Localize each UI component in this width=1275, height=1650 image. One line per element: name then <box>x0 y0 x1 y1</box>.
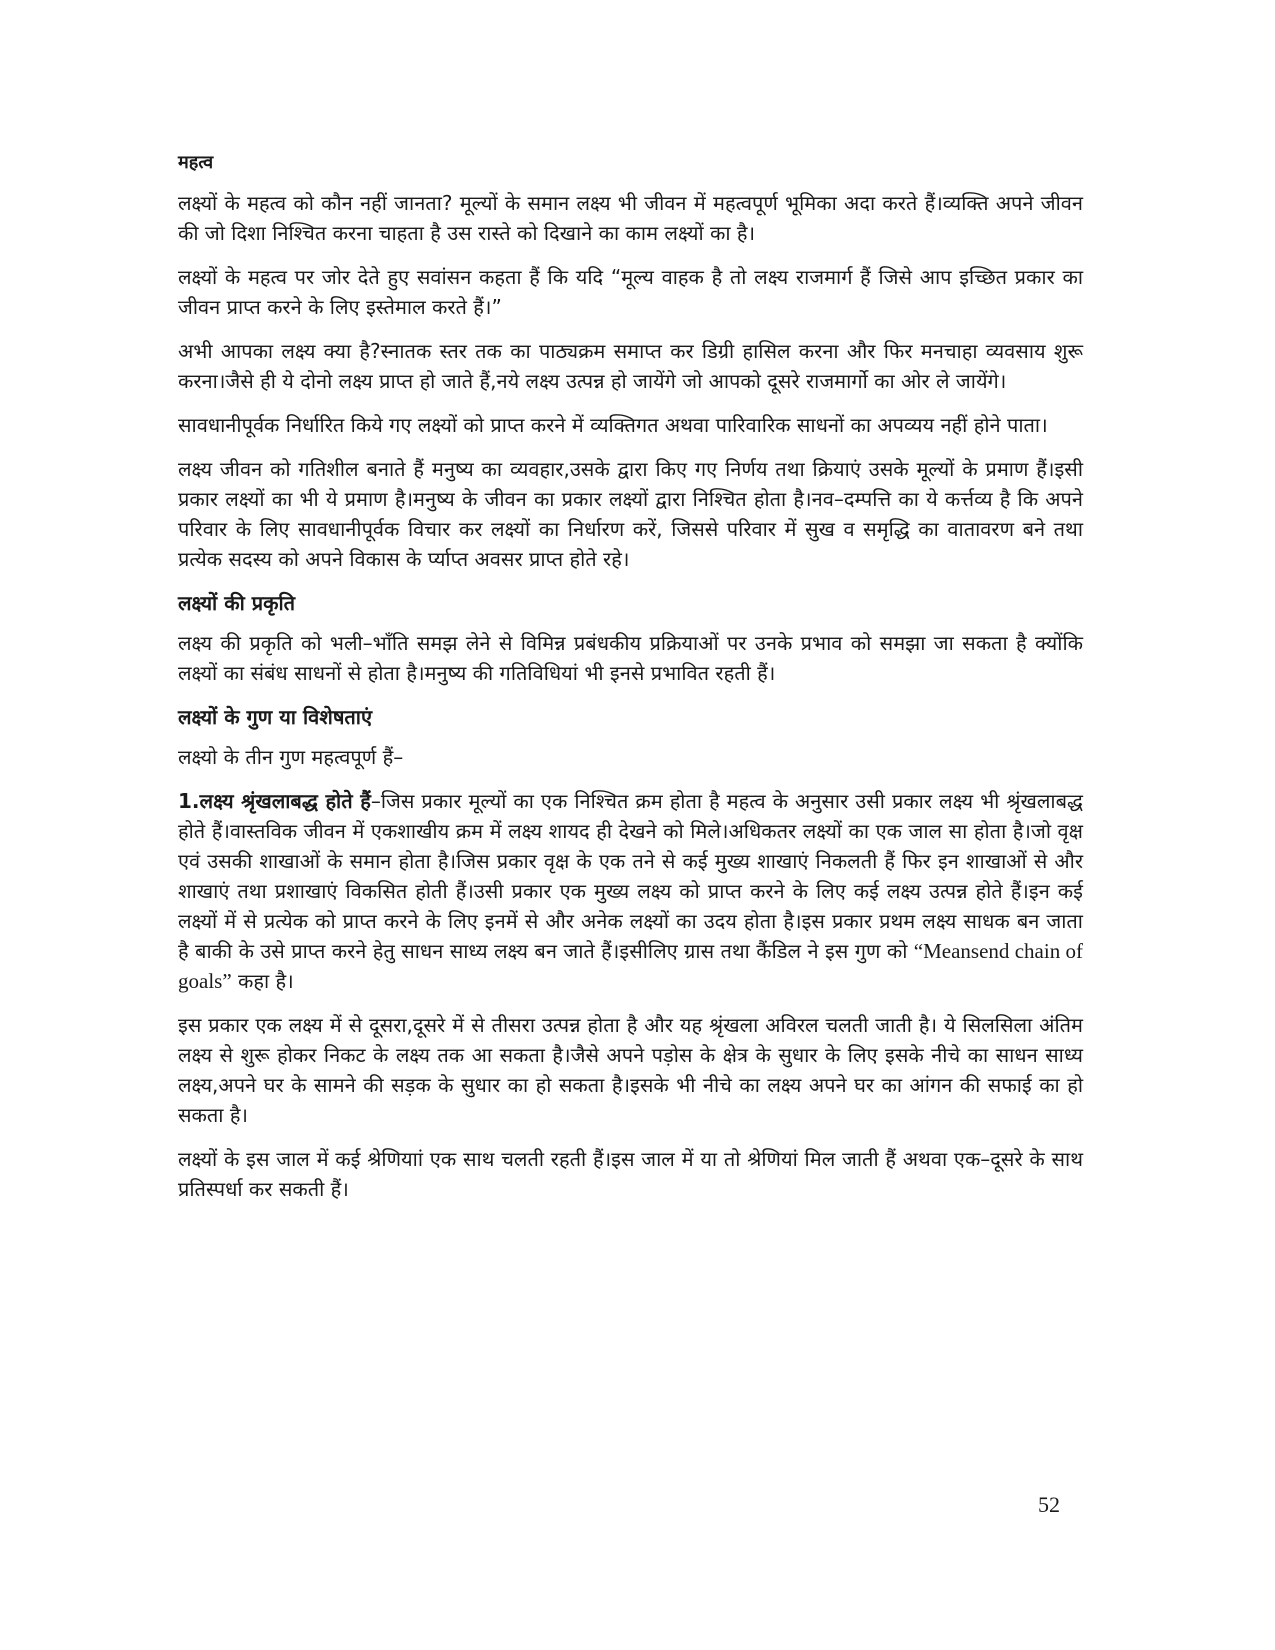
paragraph: लक्ष्यों के महत्व पर जोर देते हुए सवांसन कहता हैं कि यदि “मूल्य वाहक है तो लक्ष्य राजमार्ग हैं जिसे आप इच्छित प्रकार का जीवन प्राप्त करने के लिए इस्तेमाल करते हैं।” <box>178 265 1083 319</box>
paragraph: सावधानीपूर्वक निर्धारित किये गए लक्ष्यों को प्राप्त करने में व्यक्तिगत अथवा पारिवारिक साधनों का अपव्यय नहीं होने पाता। <box>178 413 1048 437</box>
paragraph: अभी आपका लक्ष्य क्या है?स्नातक स्तर तक का पाठ्यक्रम समाप्त कर डिग्री हासिल करना और फिर मनचाहा व्यवसाय शुरू करना।जैसे ही ये दोनो लक्ष्य प्राप्त हो जाते हैं,नये लक्ष्य उत्पन्न हो जायेंगे जो आपको दूसरे राजमार्गो का ओर ले जायेंगे। <box>178 339 1083 393</box>
point-number: 1. <box>178 789 200 813</box>
paragraph: लक्ष्य जीवन को गतिशील बनाते हैं मनुष्य का व्यवहार,उसके द्वारा किए गए निर्णय तथा क्रियाएं उसके मूल्यों के प्रमाण हैं।इसी प्रकार लक्ष्यों का भी ये प्रमाण है।मनुष्य के जीवन का प्रकार लक्ष्यों द्वारा निश्चित होता है।नव–दम्पत्ति का ये कर्त्तव्य है कि अपने परिवार के लिए सावधानीपूर्वक विचार कर लक्ष्यों का निर्धारण करें, जिससे परिवार में सुख व समृद्धि का वातावरण बने तथा प्रत्येक सदस्य को अपने विकास के र्प्याप्त अवसर प्राप्त होते रहे। <box>178 457 1083 571</box>
paragraph: इस प्रकार एक लक्ष्य में से दूसरा,दूसरे में से तीसरा उत्पन्न होता है और यह श्रृंखला अविरल चलती जाती है। ये सिलसिला अंतिम लक्ष्य से शुरू होकर निकट के लक्ष्य तक आ सकता है।जैसे अपने पड़ोस के क्षेत्र के सुधार के लिए इसके नीचे का साधन साध्य लक्ष्य,अपने घर के सामने की सड़क के सुधार का हो सकता है।इसके भी नीचे का लक्ष्य अपने घर का आंगन की सफाई का हो सकता है। <box>178 1013 1083 1127</box>
paragraph: लक्ष्यों के इस जाल में कई श्रेणियाां एक साथ चलती रहती हैं।इस जाल में या तो श्रेणियां मिल जाती हैं अथवा एक–दूसरे के साथ प्रतिस्पर्धा कर सकती हैं। <box>178 1147 1083 1201</box>
paragraph: लक्ष्य की प्रकृति को भली–भाँति समझ लेने से विमिन्न प्रबंधकीय प्रक्रियाओं पर उनके प्रभाव को समझा जा सकता है क्योंकि लक्ष्यों का संबंध साधनों से होता है।मनुष्य की गतिविधियां भी इनसे प्रभावित रहती हैं। <box>178 631 1083 685</box>
point-body: –जिस प्रकार मूल्यों का एक निश्चित क्रम होता है महत्व के अनुसार उसी प्रकार लक्ष्य भी श्रृंखलाबद्ध होते हैं।वास्तविक जीवन में एकशाखीय क्रम में लक्ष्य शायद ही देखने को मिले।अधिकतर लक्ष्यों का एक जाल सा होता है।जो वृक्ष एवं उसकी शाखाओं के समान होता है।जिस प्रकार वृक्ष के एक तने से कई मुख्य शाखाएं निकलती हैं फिर इन शाखाओं से और शाखाएं तथा प्रशाखाएं विकसित होती हैं।उसी प्रकार एक मुख्य लक्ष्य को प्राप्त करने के लिए कई लक्ष्य उत्पन्न होते हैं।इन कई लक्ष्यों में से प्रत्येक को प्राप्त करने के लिए इनमें से और अनेक लक्ष्यों का उदय होता है।इस प्रकार प्रथम लक्ष्य साधक बन जाता है बाकी के उसे प्राप्त करने हेतु साधन साध्य लक्ष्य बन जाते हैं।इसीलिए ग्रास तथा कैंडिल ने इस गुण को <box>178 789 1083 963</box>
document-page <box>178 140 1083 1218</box>
section-heading-qualities-of-goals: लक्ष्यों के गुण या विशेषताएं <box>178 705 373 729</box>
point-lead: लक्ष्य श्रृंखलाबद्ध होते हैं <box>199 789 371 813</box>
point-tail: कहा है। <box>231 969 294 993</box>
section-heading-importance: महत्व <box>178 152 214 173</box>
point-latin-term: “Meansend chain of goals” <box>178 939 1083 993</box>
numbered-point <box>178 786 1083 996</box>
paragraph: लक्ष्यों के महत्व को कौन नहीं जानता? मूल्यों के समान लक्ष्य भी जीवन में महत्वपूर्ण भूमिका अदा करते हैं।व्यक्ति अपने जीवन की जो दिशा निश्चित करना चाहता है उस रास्ते को दिखाने का काम लक्ष्यों का है। <box>178 191 1083 245</box>
paragraph-intro: लक्ष्यो के तीन गुण महत्वपूर्ण हैं– <box>178 745 404 769</box>
page-number: 52 <box>1038 1492 1060 1517</box>
section-heading-nature-of-goals: लक्ष्यों की प्रकृति <box>178 591 296 615</box>
